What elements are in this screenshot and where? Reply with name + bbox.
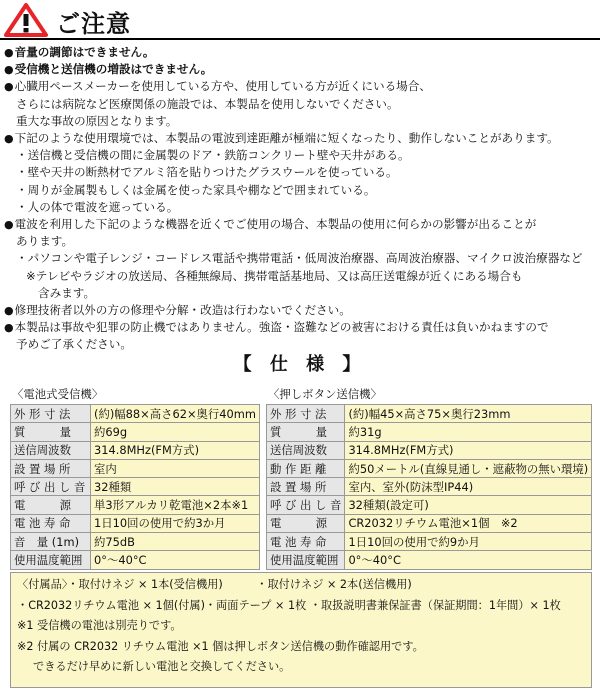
spec-row — [267, 478, 592, 496]
receiver-spec-table — [10, 404, 260, 570]
spec-label: 動 作 距 離 — [267, 459, 345, 477]
spec-row — [267, 441, 592, 459]
spec-row — [267, 405, 592, 423]
spec-value: 1日10回の使用で約3か月 — [91, 514, 260, 532]
spec-label: 送信周波数 — [267, 441, 345, 459]
notice-line: 予めご了承ください。 — [16, 337, 132, 352]
spec-row — [267, 551, 592, 569]
spec-label: 電 池 寿 命 — [267, 533, 345, 551]
warning-triangle-icon — [4, 3, 48, 37]
notice-line: ● 音量の調節はできません。 — [4, 44, 598, 61]
spec-label: 呼 び 出 し 音 — [267, 496, 345, 514]
notice-line: 含みます。 — [38, 285, 96, 300]
notice-line: さらには病院など医療関係の施設では、本製品を使用しないでください。 — [16, 96, 399, 111]
spec-label: 使用温度範囲 — [267, 551, 345, 569]
spec-value: CR2032リチウム電池×1個 ※2 — [345, 514, 592, 532]
notice-header — [0, 0, 600, 38]
spec-value: 32種類(設定可) — [345, 496, 592, 514]
accessory-line: 〈付属品〉・取付けネジ × 1本(受信機用) ・取付けネジ × 2本(送信機用) — [17, 578, 412, 591]
notice-line: ● 修理技術者以外の方の修理や分解・改造は行わないでください。 — [4, 302, 598, 319]
spec-row — [267, 459, 592, 477]
spec-row — [11, 459, 260, 477]
notice-line: ● 本製品は事故や犯罪の防止機ではありません。強盗・盗難などの被害における責任は負いかねますので — [4, 319, 598, 336]
accessories-box — [10, 572, 592, 688]
spec-value: 314.8MHz(FM方式) — [345, 441, 592, 459]
spec-row — [267, 514, 592, 532]
spec-label: 送信周波数 — [11, 441, 91, 459]
notice-line: ● 心臓用ペースメーカーを使用している方や、使用している方が近くにいる場合、 — [4, 78, 598, 95]
spec-value: (約)幅45×高さ75×奥行23mm — [345, 405, 592, 423]
spec-value: 約31g — [345, 423, 592, 441]
spec-label: 外 形 寸 法 — [267, 405, 345, 423]
spec-value: 314.8MHz(FM方式) — [91, 441, 260, 459]
spec-value: 0°〜40°C — [345, 551, 592, 569]
spec-label: 電 源 — [11, 496, 91, 514]
spec-row — [267, 496, 592, 514]
spec-value: 約50メートル(直線見通し・遮蔽物の無い環境) — [345, 459, 592, 477]
spec-row — [267, 423, 592, 441]
notice-line: ● 下記のような使用環境では、本製品の電波到達距離が極端に短くなったり、動作しないことがあります。 — [4, 130, 598, 147]
spec-row — [11, 533, 260, 551]
spec-label: 設 置 場 所 — [267, 478, 345, 496]
notice-line: ・パソコンや電子レンジ・コードレス電話や携帯電話・低周波治療器、高周波治療器、マイクロ波治療器など — [16, 251, 583, 266]
spec-label: 電 源 — [267, 514, 345, 532]
accessory-line: ・CR2032リチウム電池 × 1個(付属)・両面テープ × 1枚 ・取扱説明書兼保証書（保証期間：1年間）× 1枚 — [17, 598, 561, 612]
accessory-line: ※2 付属の CR2032 リチウム電池 ×1 個は押しボタン送信機の動作確認用です。 — [17, 639, 424, 653]
spec-label: 質 量 — [267, 423, 345, 441]
notice-line: ・周りが金属製もしくは金属を使った家具や棚などで囲まれている。 — [16, 182, 376, 197]
spec-value: 室内、室外(防沫型IP44) — [345, 478, 592, 496]
spec-label: 電 池 寿 命 — [11, 514, 91, 532]
notice-line: ● 電波を利用した下記のような機器を近くでご使用の場合、本製品の使用に何らかの影響が出ることが — [4, 216, 598, 233]
spec-value: 32種類 — [91, 478, 260, 496]
notice-line: ・送信機と受信機の間に金属製のドア・鉄筋コンクリート壁や天井がある。 — [16, 148, 410, 163]
receiver-caption: 〈電池式受信機〉 — [12, 387, 104, 401]
accessory-line: できるだけ早めに新しい電池と交換してください。 — [33, 660, 291, 673]
spec-row — [11, 405, 260, 423]
spec-row — [11, 478, 260, 496]
spec-row — [11, 441, 260, 459]
transmitter-spec-table — [266, 404, 592, 570]
accessory-line: ※1 受信機の電池は別売りです。 — [17, 619, 182, 632]
transmitter-caption: 〈押しボタン送信機〉 — [268, 387, 382, 401]
spec-row — [267, 533, 592, 551]
spec-value: 単3形アルカリ乾電池×2本※1 — [91, 496, 260, 514]
notice-line: 重大な事故の原因となります。 — [16, 113, 178, 128]
spec-label: 外 形 寸 法 — [11, 405, 91, 423]
spec-label: 設 置 場 所 — [11, 459, 91, 477]
spec-label: 音 量 (1m) — [11, 533, 91, 551]
notice-line: ※テレビやラジオの放送局、各種無線局、携帯電話基地局、又は高圧送電線が近くにある場合も — [26, 268, 523, 283]
notice-title: ご注意 — [56, 10, 131, 38]
spec-heading: 【 仕 様 】 — [233, 354, 367, 375]
notice-line: あります。 — [16, 234, 74, 249]
spec-value: (約)幅88×高さ62×奥行40mm — [91, 405, 260, 423]
notice-line: ・人の体で電波を遮っている。 — [16, 199, 179, 214]
spec-value: 約69g — [91, 423, 260, 441]
spec-value: 1日10回の使用で約9か月 — [345, 533, 592, 551]
spec-value: 0°〜40°C — [91, 551, 260, 569]
spec-row — [11, 496, 260, 514]
spec-row — [11, 423, 260, 441]
header-divider — [0, 38, 600, 40]
notice-line: ・壁や天井の断熱材でアルミ箔を貼りつけたグラスウールを使っている。 — [16, 165, 398, 180]
spec-row — [11, 514, 260, 532]
spec-value: 室内 — [91, 459, 260, 477]
notice-list — [4, 44, 598, 354]
notice-line: ● 受信機と送信機の増設はできません。 — [4, 61, 598, 78]
spec-label: 呼 び 出 し 音 — [11, 478, 91, 496]
spec-label: 使用温度範囲 — [11, 551, 91, 569]
spec-row — [11, 551, 260, 569]
spec-value: 約75dB — [91, 533, 260, 551]
spec-label: 質 量 — [11, 423, 91, 441]
